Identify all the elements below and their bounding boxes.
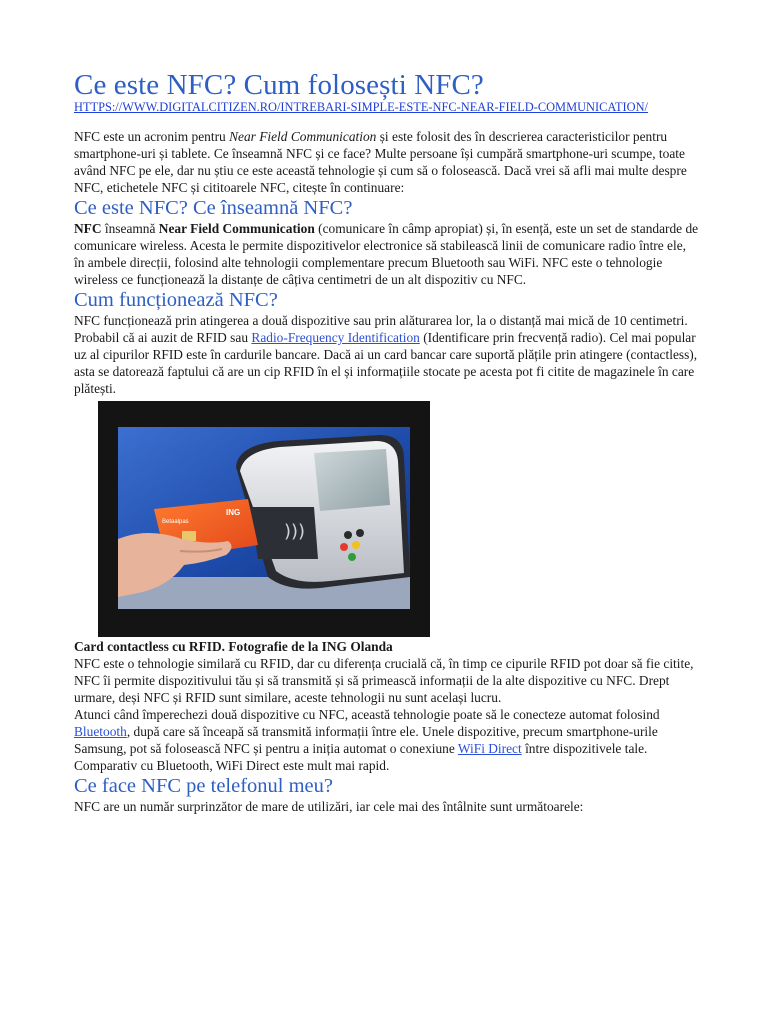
section-heading-what-is-nfc: Ce este NFC? Ce înseamnă NFC?	[74, 197, 353, 219]
section3-paragraph: NFC are un număr surprinzător de mare de utilizări, iar cele mai des întâlnite sunt următoarele:	[74, 799, 584, 814]
section-heading-how-it-works: Cum funcționează NFC?	[74, 289, 278, 311]
photo-frame	[118, 427, 410, 609]
section-heading-uses: Ce face NFC pe telefonul meu?	[74, 775, 334, 797]
page-title: Ce este NFC? Cum folosești NFC?	[74, 69, 484, 101]
intro-emphasis: Near Field Communication	[229, 129, 377, 144]
section1-paragraph: NFC înseamnă Near Field Communication (comunicare în câmp apropiat) și, în esență, este un set de standarde de comunicare wireless. Acesta le permite dispozitivelor electronice să stabilească linii de comunicare radio între ele, în ambele direcții, folosind alte tehnologii complementare precum Bluetooth sau WiFi. NFC este o tehnologie wireless ce funcționează la distanțe de câțiva centimetri de un alt dispozitiv cu NFC.	[74, 221, 699, 287]
document-page	[74, 70, 699, 815]
card-brand-text: ING	[226, 508, 241, 517]
wifi-direct-link[interactable]: WiFi Direct	[457, 741, 522, 756]
section2-paragraph-2: Probabil că ai auzit de RFID sau Radio-Frequency Identification (Identificare prin frecvență radio). Cel mai popular uz al cipurilor RFID este în cardurile bancare. Dacă ai un card bancar care suportă plățile prin atingere (contactless), asta se datorează faptului că are un cip RFID în el și informațiile stocate pe acesta pot fi citite de magazinele în care plătești.	[74, 330, 698, 396]
rfid-link[interactable]: Radio-Frequency Identification	[251, 330, 420, 345]
bluetooth-link[interactable]: Bluetooth	[74, 724, 127, 739]
source-link[interactable]: HTTPS://WWW.DIGITALCITIZEN.RO/INTREBARI-SIMPLE-ESTE-NFC-NEAR-FIELD-COMMUNICATION/	[74, 100, 648, 114]
svg-text:))): )))	[284, 521, 306, 542]
intro-paragraph: NFC este un acronim pentru Near Field Communication și este folosit des în descrierea caracteristicilor pentru smartphone-uri și tablete. Ce înseamnă NFC și ce face? Multe persoane își cumpără smartphone-uri scumpe, toate având NFC pe ele, dar nu știu ce este această tehnologie și cum să o folosească. Dacă vrei să afli mai multe despre NFC, etichetele NFC și cititoarele NFC, citește în continuare:	[74, 129, 687, 195]
section2-paragraph-4: Atunci când împerechezi două dispozitive cu NFC, această tehnologie poate să le conecteze automat folosind Bluetooth, după care să înceapă să transmită informații între ele. Unele dispozitive, precum smartphone-urile Samsung, pot să folosească NFC și pentru a iniția automat o conexiune WiFi Direct între dispozitivele tale. Comparativ cu Bluetooth, WiFi Direct este mult mai rapid.	[74, 707, 660, 773]
card-name-text: Betaalpas	[162, 519, 189, 525]
payment-terminal-illustration	[118, 427, 410, 609]
photo-caption: Card contactless cu RFID. Fotografie de la ING Olanda	[74, 639, 393, 654]
section2-paragraph-1: NFC funcționează prin atingerea a două dispozitive sau prin alăturarea lor, la o distanță mai mică de 10 centimetri.	[74, 313, 688, 328]
section2-paragraph-3: NFC este o tehnologie similară cu RFID, dar cu diferența crucială că, în timp ce cipurile RFID pot doar să fie citite, NFC îi permite dispozitivului tău și să transmită și să primească informații de la alte dispozitive cu NFC. Drept urmare, deși NFC și RFID sunt similare, aceste tehnologii nu sunt același lucru.	[74, 656, 694, 705]
contactless-card-photo	[98, 401, 430, 637]
